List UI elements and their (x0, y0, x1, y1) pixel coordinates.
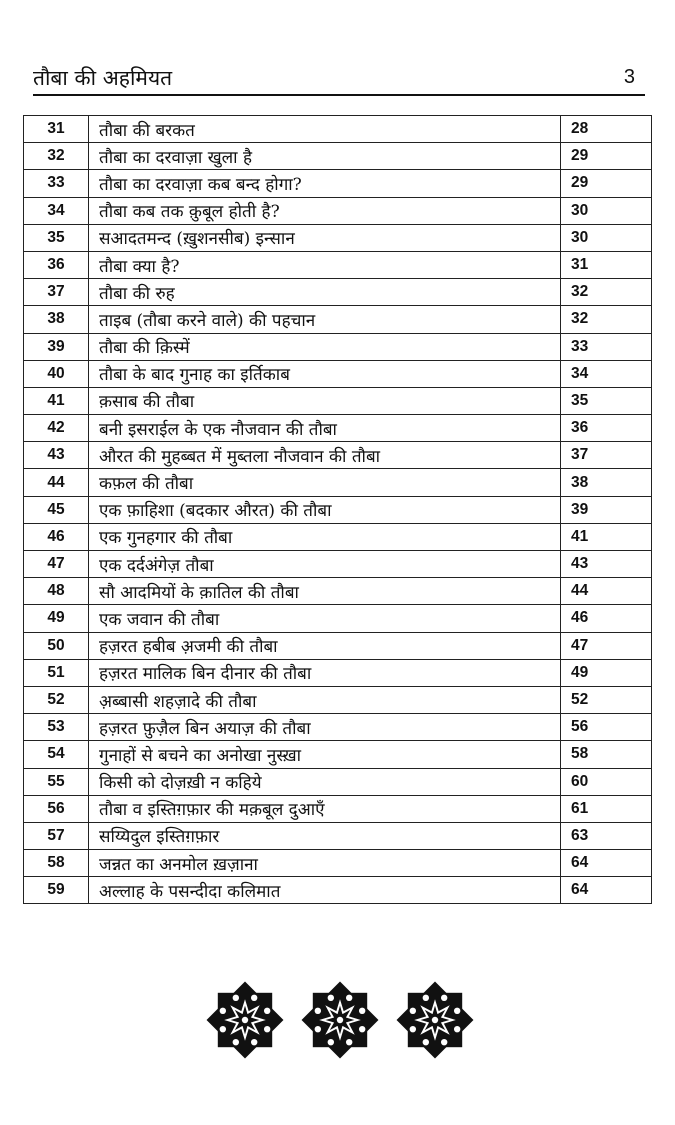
toc-page: 58 (561, 741, 652, 768)
toc-page: 29 (561, 143, 652, 170)
toc-topic: गुनाहों से बचने का अनोखा नुस्ख़ा (89, 741, 561, 768)
toc-topic: अल्लाह के पसन्दीदा कलिमात (89, 877, 561, 904)
toc-number: 32 (24, 143, 89, 170)
toc-page: 49 (561, 659, 652, 686)
toc-page: 32 (561, 279, 652, 306)
toc-topic: हज़रत मालिक बिन दीनार की तौबा (89, 659, 561, 686)
table-row (24, 686, 652, 713)
toc-topic: तौबा का दरवाज़ा खुला है (89, 143, 561, 170)
toc-number: 39 (24, 333, 89, 360)
toc-topic: तौबा की रुह (89, 279, 561, 306)
toc-number: 31 (24, 116, 89, 143)
toc-number: 50 (24, 632, 89, 659)
toc-number: 56 (24, 795, 89, 822)
toc-topic: हज़रत फ़ुज़ैल बिन अयाज़ की तौबा (89, 714, 561, 741)
table-row (24, 333, 652, 360)
toc-topic: तौबा कब तक क़ुबूल होती है? (89, 197, 561, 224)
star-ornament-icon (205, 975, 285, 1065)
table-row (24, 387, 652, 414)
toc-number: 51 (24, 659, 89, 686)
page-header (33, 58, 645, 96)
toc-page: 30 (561, 197, 652, 224)
star-ornament-icon (300, 975, 380, 1065)
toc-topic: एक गुनहगार की तौबा (89, 523, 561, 550)
toc-topic: सय्यिदुल इस्तिग़फ़ार (89, 822, 561, 849)
toc-page: 63 (561, 822, 652, 849)
toc-page: 61 (561, 795, 652, 822)
toc-page: 37 (561, 442, 652, 469)
toc-page: 30 (561, 224, 652, 251)
table-row (24, 170, 652, 197)
table-row (24, 822, 652, 849)
table-row (24, 632, 652, 659)
toc-page: 60 (561, 768, 652, 795)
toc-topic: जन्नत का अनमोल ख़ज़ाना (89, 850, 561, 877)
toc-topic: औरत की मुहब्बत में मुब्तला नौजवान की तौबा (89, 442, 561, 469)
table-row (24, 116, 652, 143)
table-row (24, 551, 652, 578)
toc-topic: तौबा की क़िस्में (89, 333, 561, 360)
toc-topic: ताइब (तौबा करने वाले) की पहचान (89, 306, 561, 333)
toc-number: 53 (24, 714, 89, 741)
toc-page: 46 (561, 605, 652, 632)
toc-page: 64 (561, 877, 652, 904)
star-ornament-icon (395, 975, 475, 1065)
toc-topic: तौबा की बरकत (89, 116, 561, 143)
table-row (24, 306, 652, 333)
toc-topic: तौबा व इस्तिग़फ़ार की मक़बूल दुआएँ (89, 795, 561, 822)
toc-number: 48 (24, 578, 89, 605)
table-row (24, 578, 652, 605)
toc-number: 52 (24, 686, 89, 713)
toc-page: 32 (561, 306, 652, 333)
toc-topic: तौबा क्या है? (89, 251, 561, 278)
toc-number: 35 (24, 224, 89, 251)
toc-page: 64 (561, 850, 652, 877)
toc-number: 40 (24, 360, 89, 387)
toc-topic: एक फ़ाहिशा (बदकार औरत) की तौबा (89, 496, 561, 523)
toc-topic: बनी इसराईल के एक नौजवान की तौबा (89, 415, 561, 442)
toc-number: 58 (24, 850, 89, 877)
table-row (24, 197, 652, 224)
table-row (24, 877, 652, 904)
toc-topic: तौबा का दरवाज़ा कब बन्द होगा? (89, 170, 561, 197)
toc-number: 46 (24, 523, 89, 550)
ornament-row (205, 975, 475, 1070)
toc-topic: सआदतमन्द (ख़ुशनसीब) इन्सान (89, 224, 561, 251)
page-number: 3 (623, 66, 635, 88)
toc-topic: एक जवान की तौबा (89, 605, 561, 632)
toc-page: 33 (561, 333, 652, 360)
toc-number: 45 (24, 496, 89, 523)
table-row (24, 741, 652, 768)
toc-topic: किसी को दोज़ख़ी न कहिये (89, 768, 561, 795)
table-row (24, 659, 652, 686)
toc-page: 35 (561, 387, 652, 414)
table-row (24, 279, 652, 306)
toc-number: 57 (24, 822, 89, 849)
toc-page: 47 (561, 632, 652, 659)
page-title: तौबा की अहमियत (33, 66, 173, 90)
toc-topic: एक दर्दअंगेज़ तौबा (89, 551, 561, 578)
toc-number: 33 (24, 170, 89, 197)
toc-topic: क़साब की तौबा (89, 387, 561, 414)
toc-topic: तौबा के बाद गुनाह का इर्तिकाब (89, 360, 561, 387)
toc-number: 44 (24, 469, 89, 496)
table-row (24, 714, 652, 741)
toc-topic: सौ आदमियों के क़ातिल की तौबा (89, 578, 561, 605)
toc-number: 37 (24, 279, 89, 306)
table-row (24, 850, 652, 877)
table-row (24, 469, 652, 496)
table-row (24, 523, 652, 550)
table-row (24, 605, 652, 632)
toc-number: 43 (24, 442, 89, 469)
toc-number: 34 (24, 197, 89, 224)
table-row (24, 496, 652, 523)
table-row (24, 415, 652, 442)
toc-topic: अ़ब्बासी शहज़ादे की तौबा (89, 686, 561, 713)
toc-topic: हज़रत हबीब अ़जमी की तौबा (89, 632, 561, 659)
toc-number: 55 (24, 768, 89, 795)
toc-number: 54 (24, 741, 89, 768)
toc-number: 47 (24, 551, 89, 578)
toc-page: 39 (561, 496, 652, 523)
toc-page: 28 (561, 116, 652, 143)
table-row (24, 795, 652, 822)
toc-topic: कफ़ल की तौबा (89, 469, 561, 496)
toc-page: 41 (561, 523, 652, 550)
toc-number: 38 (24, 306, 89, 333)
toc-page: 29 (561, 170, 652, 197)
table-row (24, 224, 652, 251)
toc-number: 41 (24, 387, 89, 414)
toc-number: 42 (24, 415, 89, 442)
table-of-contents (23, 115, 652, 904)
toc-page: 44 (561, 578, 652, 605)
toc-page: 52 (561, 686, 652, 713)
toc-number: 59 (24, 877, 89, 904)
table-row (24, 360, 652, 387)
toc-page: 43 (561, 551, 652, 578)
toc-body (24, 116, 652, 904)
table-row (24, 251, 652, 278)
toc-page: 38 (561, 469, 652, 496)
toc-page: 34 (561, 360, 652, 387)
table-row (24, 143, 652, 170)
toc-number: 36 (24, 251, 89, 278)
toc-page: 31 (561, 251, 652, 278)
toc-number: 49 (24, 605, 89, 632)
toc-page: 56 (561, 714, 652, 741)
toc-page: 36 (561, 415, 652, 442)
table-row (24, 442, 652, 469)
table-row (24, 768, 652, 795)
